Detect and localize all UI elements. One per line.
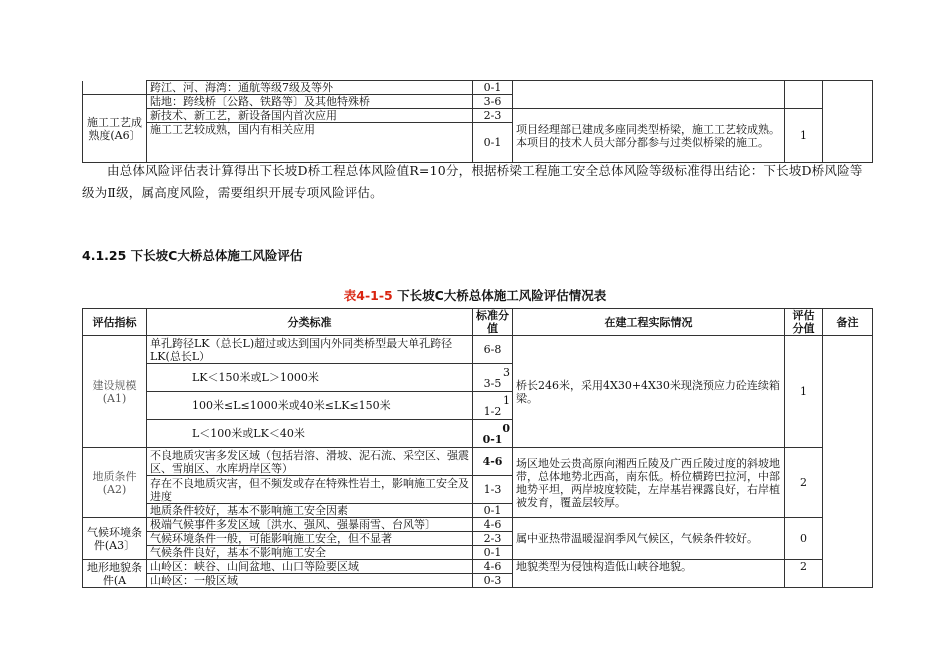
table-title: 下长坡C大桥总体施工风险评估情况表	[392, 288, 607, 303]
criteria-cell: L＜100米或LK＜40米	[147, 420, 473, 448]
indicator-cell: 地形地貌条件(A	[83, 560, 147, 588]
criteria-cell: 跨江、河、海湾：通航等级7级及等外	[147, 81, 473, 95]
header-situation: 在建工程实际情况	[513, 309, 785, 336]
table-row	[83, 109, 873, 123]
value-cell: 1	[785, 109, 823, 163]
score-cell: 1-3	[473, 476, 513, 504]
table-row	[83, 560, 873, 574]
mark-value: 0	[502, 421, 510, 435]
score-cell: 0-1	[473, 504, 513, 518]
score-cell: 0-1	[473, 546, 513, 560]
criteria-cell: 地质条件较好，基本不影响施工安全因素	[147, 504, 473, 518]
score-cell: 4-6	[473, 518, 513, 532]
value-cell: 2	[785, 448, 823, 518]
indicator-cell: 气候环境条件(A3〕	[83, 518, 147, 560]
score-cell: 3-6	[473, 95, 513, 109]
header-indicator: 评估指标	[83, 309, 147, 336]
situation-cell: 项目经理部已建成多座同类型桥梁，施工工艺较成熟。本项目的技术人员大部分都参与过类似桥梁的施工。	[513, 109, 785, 163]
value-cell: 1	[785, 336, 823, 448]
criteria-cell: 存在不良地质灾害，但不频发或存在特殊性岩土，影响施工安全及进度	[147, 476, 473, 504]
main-risk-table	[82, 308, 873, 588]
situation-cell: 场区地处云贵高原向湘西丘陵及广西丘陵过度的斜坡地带，总体地势北西高，南东低。桥位横跨巴拉河，中部地势平坦，两岸坡度较陡，左岸基岩裸露良好，右岸植被发育，覆盖层较厚。	[513, 448, 785, 518]
situation-cell: 属中亚热带温暖湿润季风气候区，气候条件较好。	[513, 518, 785, 560]
indicator-cell: 施工工艺成熟度(A6〕	[83, 95, 147, 163]
criteria-cell: 100米≤L≤1000米或40米≤LK≤150米	[147, 392, 473, 420]
mark-value: 1	[503, 393, 510, 407]
mark-value: 3	[503, 365, 510, 379]
criteria-cell: 气候环境条件一般，可能影响施工安全，但不显著	[147, 532, 473, 546]
criteria-cell: 陆地：跨线桥〔公路、铁路等〕及其他特殊桥	[147, 95, 473, 109]
table-row	[83, 336, 873, 364]
header-std-score: 标准分值	[473, 309, 513, 336]
section-heading: 4.1.25 下长坡C大桥总体施工风险评估	[82, 248, 303, 263]
situation-cell: 地貌类型为侵蚀构造低山峡谷地貌。	[513, 560, 785, 588]
value-cell: 0	[785, 518, 823, 560]
score-cell: 1-2	[483, 404, 502, 418]
criteria-cell: 极端气候事件多发区域〔洪水、强风、强暴雨雪、台风等〕	[147, 518, 473, 532]
score-cell: 6-8	[473, 336, 513, 364]
table-number: 表4-1-5	[343, 288, 393, 303]
score-cell: 0-1	[482, 432, 503, 446]
top-risk-table	[82, 80, 873, 163]
criteria-cell: 山岭区：峡谷、山间盆地、山口等险要区域	[147, 560, 473, 574]
header-score: 评估分值	[785, 309, 823, 336]
criteria-cell: LK＜150米或L＞1000米	[147, 364, 473, 392]
table-row	[83, 518, 873, 532]
criteria-cell: 单孔跨径LK（总长L)超过或达到国内外同类桥型最大单孔跨径LK(总长L）	[147, 336, 473, 364]
conclusion-paragraph: 由总体风险评估表计算得出下长坡D桥工程总体风险值R=10分，根据桥梁工程施工安全总体风险等级标准得出结论：下长坡D桥风险等级为Ⅱ级，属高度风险，需要组织开展专项风险评估。	[82, 163, 863, 200]
score-cell: 4-6	[473, 560, 513, 574]
value-cell: 2	[785, 560, 823, 588]
indicator-cell: 地质条件(A2)	[83, 448, 147, 518]
criteria-cell: 气候条件良好，基本不影响施工安全	[147, 546, 473, 560]
criteria-cell: 施工工艺较成熟，国内有相关应用	[147, 123, 473, 163]
table-row	[83, 81, 873, 95]
header-row	[83, 309, 873, 336]
header-criteria: 分类标准	[147, 309, 473, 336]
header-remark: 备注	[823, 309, 873, 336]
criteria-cell: 新技术、新工艺，新设备国内首次应用	[147, 109, 473, 123]
table-caption	[0, 286, 950, 304]
score-cell: 3-5	[483, 376, 502, 390]
criteria-cell: 山岭区：一般区域	[147, 574, 473, 588]
score-cell: 0-1	[473, 81, 513, 95]
score-cell: 0-1	[473, 123, 513, 163]
situation-cell: 桥长246米，采用4X30+4X30米现浇预应力砼连续箱梁。	[513, 336, 785, 448]
score-cell: 2-3	[473, 532, 513, 546]
score-cell: 4-6	[473, 448, 513, 476]
score-cell: 2-3	[473, 109, 513, 123]
table-row	[83, 448, 873, 476]
score-cell: 0-3	[473, 574, 513, 588]
criteria-cell: 不良地质灾害多发区域（包括岩溶、滑坡、泥石流、采空区、强震区、雪崩区、水库坍岸区等）	[147, 448, 473, 476]
indicator-cell: 建设规模(A1)	[83, 336, 147, 448]
